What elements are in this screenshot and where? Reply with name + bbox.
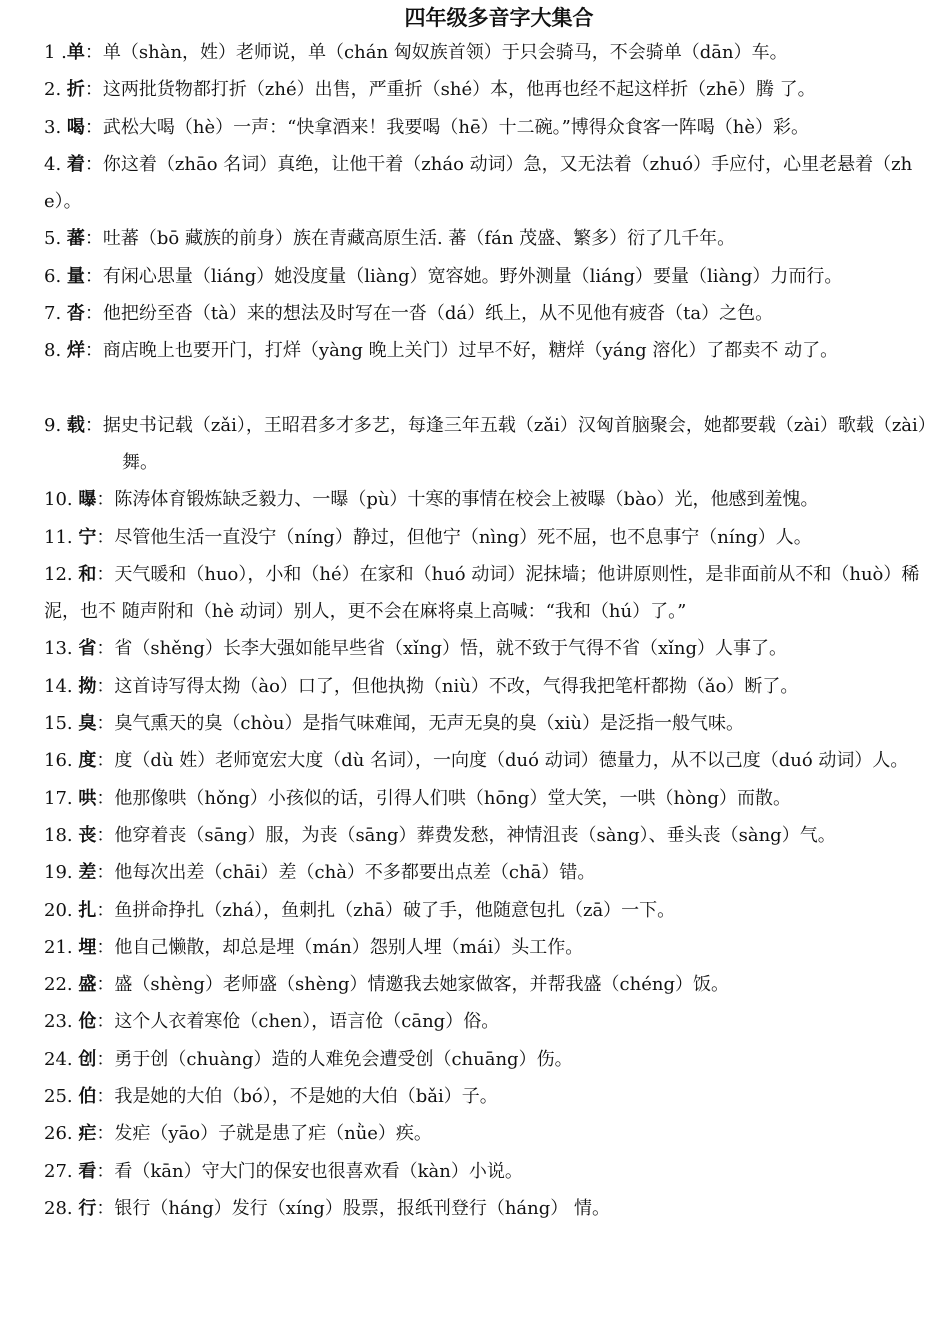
list-item bbox=[44, 71, 932, 108]
item-char: 喝 bbox=[66, 116, 85, 138]
item-text: ：这个人衣着寒伧（chen），语言伧（cāng）俗。 bbox=[96, 1011, 500, 1033]
item-number: 22. bbox=[44, 974, 79, 996]
item-text: ：吐蕃（bō 藏族的前身）族在青藏高原生活. 蕃（fán 茂盛、繁多）衍了几千年。 bbox=[84, 228, 736, 250]
item-number: 27. bbox=[44, 1160, 79, 1182]
item-char: 蕃 bbox=[66, 228, 85, 250]
item-text: ：他每次出差（chāi）差（chà）不多都要出点差（chā）错。 bbox=[96, 862, 596, 884]
item-char: 省 bbox=[78, 638, 97, 660]
item-number: 2. bbox=[44, 79, 67, 101]
item-number: 19. bbox=[44, 862, 79, 884]
list-item bbox=[44, 481, 932, 518]
item-text: ：天气暖和（huo），小和（hé）在家和（huó 动词）泥抹墙；他讲原则性，是非面前从不和（huò）稀泥，也不 随声附和（hè 动词）别人，更不会在麻将桌上高喊：“我和（hú）了。” bbox=[44, 563, 920, 623]
item-text: ：你这着（zhāo 名词）真绝，让他干着（zháo 动词）急，又无法着（zhuó）手应付，心里老悬着（zhe）。 bbox=[44, 153, 913, 213]
list-item bbox=[44, 1153, 932, 1190]
item-text: ：陈涛体育锻炼缺乏毅力、一曝（pù）十寒的事情在校会上被曝（bào）光，他感到羞愧。 bbox=[96, 489, 819, 511]
item-char: 伯 bbox=[78, 1086, 97, 1108]
item-text: ：这首诗写得太拗（ào）口了，但他执拗（niù）不改，气得我把笔杆都拗（ǎo）断了。 bbox=[96, 675, 799, 697]
item-number: 26. bbox=[44, 1123, 79, 1145]
item-text: ：商店晚上也要开门，打烊（yàng 晚上关门）过早不好，糖烊（yáng 溶化）了都卖不 动了。 bbox=[84, 340, 839, 362]
list-item bbox=[44, 1003, 932, 1040]
item-number: 6. bbox=[44, 265, 67, 287]
list-item bbox=[44, 668, 932, 705]
page-title: 四年级多音字大集合 bbox=[404, 5, 594, 30]
item-char: 沓 bbox=[66, 303, 85, 325]
item-char: 着 bbox=[66, 153, 85, 175]
list-item bbox=[44, 817, 932, 854]
item-char: 哄 bbox=[78, 787, 97, 809]
list-item bbox=[44, 295, 932, 332]
item-char: 度 bbox=[78, 750, 97, 772]
item-text: ：度（dù 姓）老师宽宏大度（dù 名词），一向度（duó 动词）德量力，从不以己度（duó 动词）人。 bbox=[96, 750, 909, 772]
item-char: 埋 bbox=[78, 936, 97, 958]
list-item bbox=[44, 146, 932, 221]
item-number: 1 . bbox=[44, 42, 67, 63]
item-char: 看 bbox=[78, 1160, 97, 1182]
item-text: ：盛（shèng）老师盛（shèng）情邀我去她家做客，并帮我盛（chéng）饭。 bbox=[96, 974, 729, 996]
item-char: 烊 bbox=[66, 340, 85, 362]
list-item bbox=[44, 929, 932, 966]
list-item bbox=[44, 705, 932, 742]
item-char: 折 bbox=[66, 79, 85, 101]
item-list bbox=[44, 34, 932, 1227]
item-number: 21. bbox=[44, 936, 79, 958]
item-char: 疟 bbox=[78, 1123, 97, 1145]
item-text: ：鱼拼命挣扎（zhá），鱼刺扎（zhā）破了手，他随意包扎（zā）一下。 bbox=[96, 899, 676, 921]
item-text: ：据史书记载（zǎi），王昭君多才多艺，每逢三年五载（zǎi）汉匈首脑聚会，她都要载（zài）歌载（zài）舞。 bbox=[84, 414, 927, 473]
item-number: 23. bbox=[44, 1011, 79, 1033]
item-number: 20. bbox=[44, 899, 79, 921]
item-number: 15. bbox=[44, 713, 79, 735]
list-item bbox=[44, 519, 932, 556]
list-item bbox=[44, 892, 932, 929]
item-number: 16. bbox=[44, 750, 79, 772]
item-text: ：有闲心思量（liáng）她没度量（liàng）宽容她。野外测量（liáng）要量（liàng）力而行。 bbox=[84, 265, 843, 287]
list-item bbox=[44, 780, 932, 817]
list-item bbox=[44, 407, 932, 482]
item-number: 18. bbox=[44, 824, 79, 846]
item-number: 5. bbox=[44, 228, 67, 250]
item-char: 盛 bbox=[78, 974, 97, 996]
list-item bbox=[44, 258, 932, 295]
item-char: 丧 bbox=[78, 824, 97, 846]
item-number: 12. bbox=[44, 563, 79, 585]
item-text: ：发疟（yāo）子就是患了疟（nǜe）疾。 bbox=[96, 1123, 432, 1145]
item-text: ：他自己懒散，却总是埋（mán）怨别人埋（mái）头工作。 bbox=[96, 936, 584, 958]
item-number: 13. bbox=[44, 638, 79, 660]
list-item bbox=[44, 220, 932, 257]
list-item bbox=[44, 1115, 932, 1152]
list-item bbox=[44, 854, 932, 891]
list-item bbox=[44, 556, 932, 631]
item-char: 宁 bbox=[78, 526, 97, 548]
item-text: ：我是她的大伯（bó），不是她的大伯（bǎi）子。 bbox=[96, 1086, 498, 1108]
item-text: ：武松大喝（hè）一声：“快拿酒来！我要喝（hē）十二碗。”博得众食客一阵喝（hè）彩。 bbox=[84, 116, 810, 138]
item-text: ：单（shàn，姓）老师说，单（chán 匈奴族首领）于只会骑马，不会骑单（dān）车。 bbox=[84, 42, 788, 63]
list-item bbox=[44, 966, 932, 1003]
list-item bbox=[44, 1041, 932, 1078]
item-char: 创 bbox=[78, 1048, 97, 1070]
item-number: 14. bbox=[44, 675, 79, 697]
item-char: 和 bbox=[78, 563, 97, 585]
item-number: 28. bbox=[44, 1197, 79, 1219]
item-text: ：尽管他生活一直没宁（níng）静过，但他宁（nìng）死不屈，也不息事宁（níng）人。 bbox=[96, 526, 812, 548]
list-item bbox=[44, 1078, 932, 1115]
item-text: ：省（shěng）长李大强如能早些省（xǐng）悟，就不致于气得不省（xǐng）人事了。 bbox=[96, 638, 788, 660]
item-text: ：他那像哄（hǒng）小孩似的话，引得人们哄（hōng）堂大笑，一哄（hòng）而散。 bbox=[96, 787, 791, 809]
item-text: ：这两批货物都打折（zhé）出售，严重折（shé）本，他再也经不起这样折（zhē）腾 了。 bbox=[84, 79, 816, 101]
item-number: 24. bbox=[44, 1048, 79, 1070]
item-number: 3. bbox=[44, 116, 67, 138]
item-char: 伧 bbox=[78, 1011, 97, 1033]
item-char: 差 bbox=[78, 862, 97, 884]
item-char: 臭 bbox=[78, 713, 97, 735]
item-char: 曝 bbox=[78, 489, 97, 511]
item-char: 单 bbox=[66, 42, 85, 63]
item-char: 量 bbox=[66, 265, 85, 287]
list-item bbox=[44, 34, 932, 71]
item-number: 17. bbox=[44, 787, 79, 809]
item-char: 载 bbox=[66, 414, 85, 436]
item-number: 11. bbox=[44, 526, 79, 548]
blank-line bbox=[44, 370, 932, 407]
item-text: ：他穿着丧（sāng）服，为丧（sāng）葬费发愁，神情沮丧（sàng）、垂头丧（sàng）气。 bbox=[96, 824, 836, 846]
item-char: 行 bbox=[78, 1197, 97, 1219]
item-number: 9. bbox=[44, 414, 67, 436]
list-item bbox=[44, 1190, 932, 1227]
item-text: ：银行（háng）发行（xíng）股票，报纸刊登行（háng） 情。 bbox=[96, 1197, 610, 1219]
item-number: 25. bbox=[44, 1086, 79, 1108]
item-number: 8. bbox=[44, 340, 67, 362]
item-char: 拗 bbox=[78, 675, 97, 697]
list-item bbox=[44, 630, 932, 667]
list-item bbox=[44, 742, 932, 779]
item-number: 7. bbox=[44, 303, 67, 325]
item-text: ：臭气熏天的臭（chòu）是指气味难闻，无声无臭的臭（xiù）是泛指一般气味。 bbox=[96, 713, 744, 735]
item-number: 4. bbox=[44, 153, 67, 175]
list-item bbox=[44, 332, 932, 369]
list-item bbox=[44, 109, 932, 146]
item-text: ：看（kān）守大门的保安也很喜欢看（kàn）小说。 bbox=[96, 1160, 523, 1182]
item-number: 10. bbox=[44, 489, 79, 511]
item-text: ：勇于创（chuàng）造的人难免会遭受创（chuāng）伤。 bbox=[96, 1048, 573, 1070]
item-char: 扎 bbox=[78, 899, 97, 921]
item-text: ：他把纷至沓（tà）来的想法及时写在一沓（dá）纸上，从不见他有疲沓（ta）之色。 bbox=[84, 303, 774, 325]
